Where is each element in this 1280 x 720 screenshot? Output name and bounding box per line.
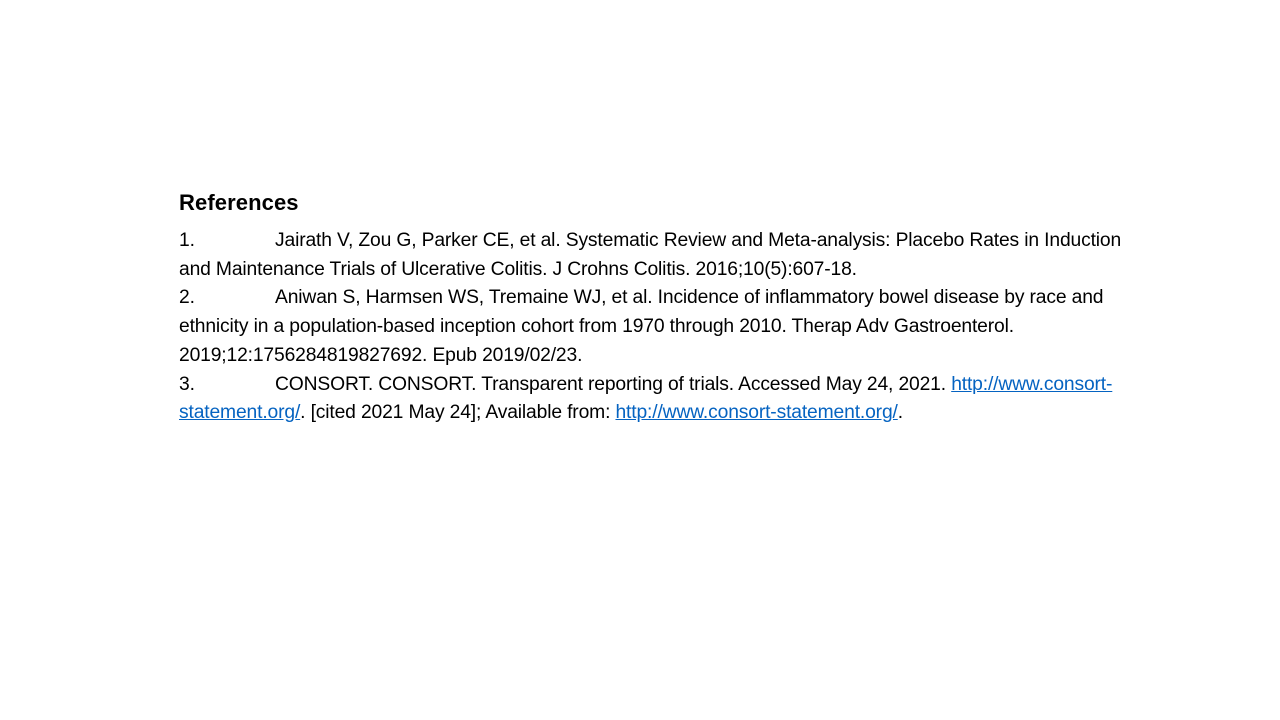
reference-item xyxy=(179,371,1149,428)
reference-text-middle: . [cited 2021 May 24]; Available from: xyxy=(300,402,616,424)
reference-text: Aniwan S, Harmsen WS, Tremaine WJ, et al. Incidence of inflammatory bowel disease by race and ethnicity in a population-based inception cohort from 1970 through 2010. Therap Adv Gastroenterol. 2019;12:1756284819827692. Epub 2019/02/23. xyxy=(179,287,1104,366)
reference-number: 3. xyxy=(179,373,195,395)
reference-number: 2. xyxy=(179,287,195,309)
references-section xyxy=(179,187,1149,428)
reference-item xyxy=(179,227,1149,284)
reference-text: CONSORT. CONSORT. Transparent reporting of trials. Accessed May 24, 2021. xyxy=(275,373,946,395)
reference-text: Jairath V, Zou G, Parker CE, et al. Systematic Review and Meta-analysis: Placebo Rates in Induction and Maintenance Trials of Ulcerative Colitis. J Crohns Colitis. 2016;10(5):607-18. xyxy=(179,230,1122,280)
reference-list xyxy=(179,227,1149,428)
consort-available-link[interactable]: http://www.consort-statement.org/ xyxy=(615,402,898,424)
consort-link[interactable]: http://www.consort-statement.org/ xyxy=(179,373,1113,424)
reference-number: 1. xyxy=(179,230,195,251)
reference-item xyxy=(179,284,1149,370)
references-heading: References xyxy=(179,190,299,215)
reference-text-end: . xyxy=(897,402,903,424)
